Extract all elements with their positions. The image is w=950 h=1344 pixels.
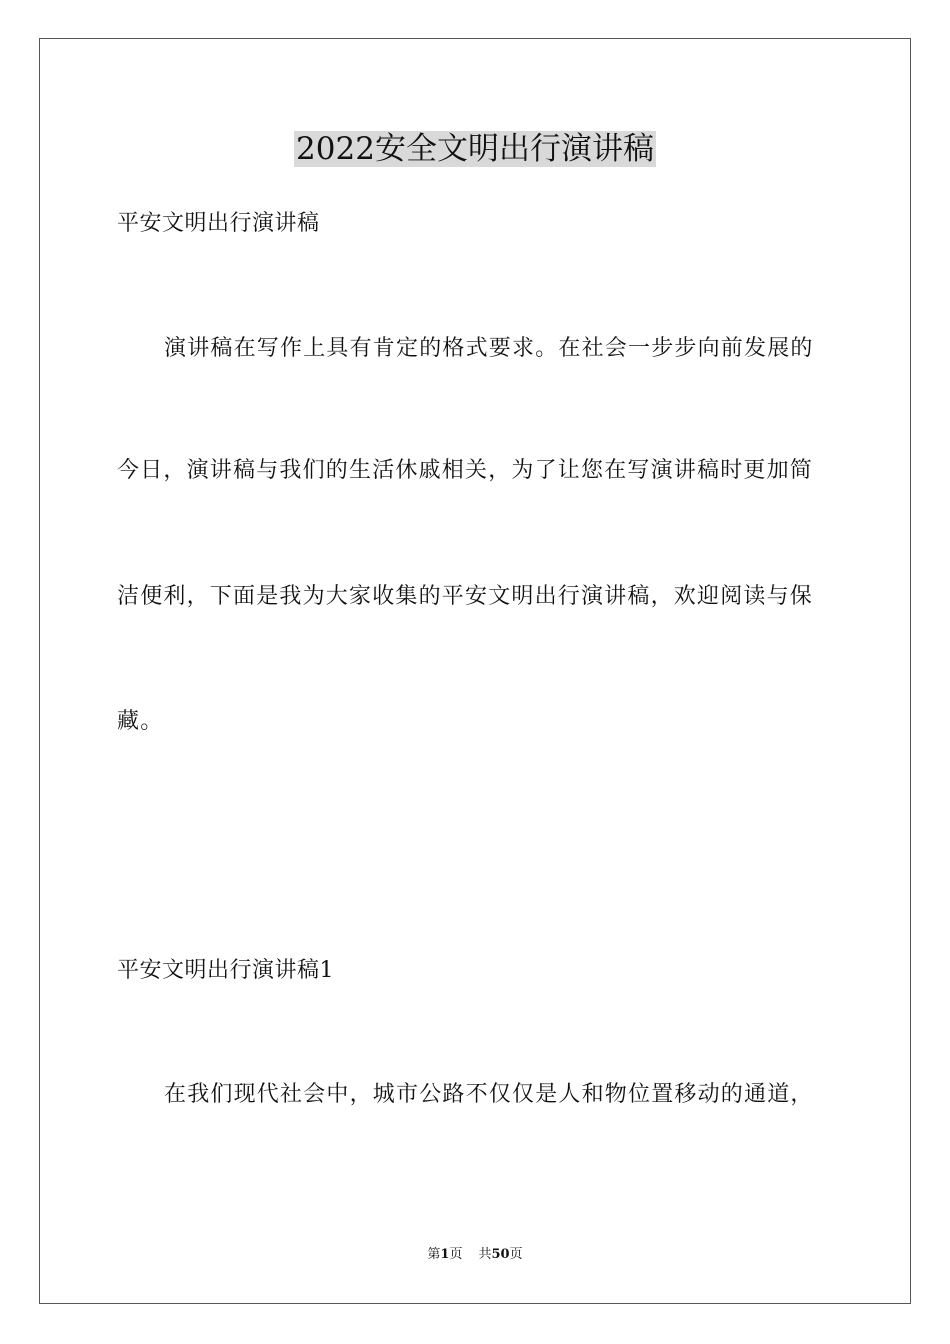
paragraph-line: 洁便利，下面是我为大家收集的平安文明出行演讲稿，欢迎阅读与保	[117, 584, 814, 609]
page-label-suffix: 页	[449, 1247, 463, 1262]
document-title	[0, 126, 950, 172]
paragraph-line: 演讲稿在写作上具有肯定的格式要求。在社会一步步向前发展的	[164, 336, 814, 361]
total-pages: 50	[491, 1247, 510, 1262]
document-title-text: 2022安全文明出行演讲稿	[296, 131, 654, 167]
paragraph-line: 在我们现代社会中，城市公路不仅仅是人和物位置移动的通道，	[164, 1082, 814, 1107]
page-label-prefix: 第	[427, 1247, 441, 1262]
paragraph-line: 今日，演讲稿与我们的生活休戚相关，为了让您在写演讲稿时更加简	[117, 458, 814, 483]
document-subtitle: 平安文明出行演讲稿	[117, 211, 320, 236]
page-footer	[0, 1245, 950, 1265]
page-number: 1	[440, 1247, 450, 1262]
total-label-prefix: 共	[478, 1247, 492, 1262]
section-heading: 平安文明出行演讲稿1	[117, 958, 334, 983]
paragraph-line: 藏。	[117, 709, 164, 734]
total-label-suffix: 页	[509, 1247, 523, 1262]
